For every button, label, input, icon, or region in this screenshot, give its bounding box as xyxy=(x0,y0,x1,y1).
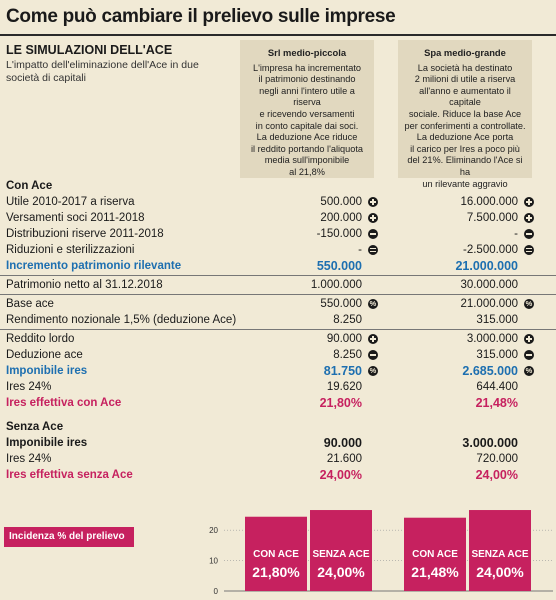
bar-value-label: 24,00% xyxy=(476,564,524,580)
bar-category-label: SENZA ACE xyxy=(312,549,370,560)
table-row: Distribuzioni riserve 2011-2018 -150.000 - xyxy=(6,226,550,242)
bar-value-label: 21,80% xyxy=(252,564,300,580)
column-header-spa-title: Spa medio-grande xyxy=(424,47,506,58)
bar-category-label: SENZA ACE xyxy=(471,549,529,560)
table-row: Ires 24% 21.600 720.000 xyxy=(6,453,518,465)
plus-icon xyxy=(368,334,378,344)
y-tick-label: 10 xyxy=(209,556,218,566)
column-header-srl xyxy=(240,40,374,178)
divider xyxy=(0,294,556,295)
title-divider xyxy=(0,34,556,36)
bar-value-label: 21,48% xyxy=(411,564,459,580)
table-row: Versamenti soci 2011-2018 200.000 7.500.000 xyxy=(6,210,550,226)
table-row: Utile 2010-2017 a riserva 500.000 16.000.000 xyxy=(6,194,550,210)
table-row: Patrimonio netto al 31.12.2018 1.000.000 30.000.000 xyxy=(6,279,518,291)
equals-icon xyxy=(524,245,534,255)
senza-ace-heading: Senza Ace xyxy=(6,421,64,433)
section-title: LE SIMULAZIONI DELL'ACE xyxy=(6,43,173,57)
minus-icon xyxy=(524,229,534,239)
table-row: Incremento patrimonio rilevante 550.000 21.000.000 xyxy=(6,259,518,273)
plus-icon xyxy=(368,197,378,207)
bar-category-label: CON ACE xyxy=(412,549,458,560)
divider xyxy=(0,329,556,330)
section-subtitle: L'impatto dell'eliminazione dell'Ace in due società di capitali xyxy=(6,59,199,84)
chart-title: Incidenza % del prelievo xyxy=(4,527,134,547)
minus-icon xyxy=(368,350,378,360)
column-header-spa xyxy=(398,40,532,189)
divider xyxy=(0,275,556,276)
y-tick-label: 20 xyxy=(209,526,218,536)
percent-icon xyxy=(368,299,378,309)
table-row: Reddito lordo 90.000 3.000.000 xyxy=(6,331,550,347)
bar-value-label: 24,00% xyxy=(317,564,365,580)
column-header-srl-text: L'impresa ha incrementato il patrimonio destinando negli anni l'intero utile a riserva e ricevendo versamenti in conto capitale dai soci. La deduzione Ace riduce il reddito portando l'aliquota media sull'imponibile al 21,8% xyxy=(250,62,364,177)
table-row: Ires effettiva con Ace 21,80% 21,48% xyxy=(6,396,518,410)
column-header-spa-text: La società ha destinato 2 milioni di utile a riserva all'anno e aumentato il capitale sociale. Riduce la base Ace per conferimenti a controllate. La deduzione Ace porta il carico per Ires a poco più del 21%. Eliminando l'Ace si ha un rilevante aggravio xyxy=(404,62,526,189)
table-row: Ires 24% 19.620 644.400 xyxy=(6,381,518,393)
con-ace-heading: Con Ace xyxy=(6,180,53,192)
table-row: Imponibile ires 90.000 3.000.000 xyxy=(6,436,518,450)
column-header-srl-title: Srl medio-piccola xyxy=(267,47,347,58)
table-row: Rendimento nozionale 1,5% (deduzione Ace) 8.250 315.000 xyxy=(6,314,518,326)
bar-category-label: CON ACE xyxy=(253,549,299,560)
percent-icon xyxy=(524,366,534,376)
table-row: Deduzione ace 8.250 315.000 xyxy=(6,347,550,363)
page-title: Come può cambiare il prelievo sulle imprese xyxy=(6,6,396,27)
plus-icon xyxy=(368,213,378,223)
minus-icon xyxy=(368,229,378,239)
percent-icon xyxy=(368,366,378,376)
minus-icon xyxy=(524,350,534,360)
equals-icon xyxy=(368,245,378,255)
percent-icon xyxy=(524,299,534,309)
table-row: Base ace 550.000 % 21.000.000 % xyxy=(6,296,550,312)
incidence-bar-chart xyxy=(0,505,556,600)
table-row: Riduzioni e sterilizzazioni - -2.500.000 xyxy=(6,242,550,258)
plus-icon xyxy=(524,197,534,207)
plus-icon xyxy=(524,334,534,344)
table-row: Ires effettiva senza Ace 24,00% 24,00% xyxy=(6,468,518,482)
plus-icon xyxy=(524,213,534,223)
table-row: Imponibile ires 81.750 % 2.685.000 % xyxy=(6,363,550,379)
y-tick-label: 0 xyxy=(213,587,218,596)
